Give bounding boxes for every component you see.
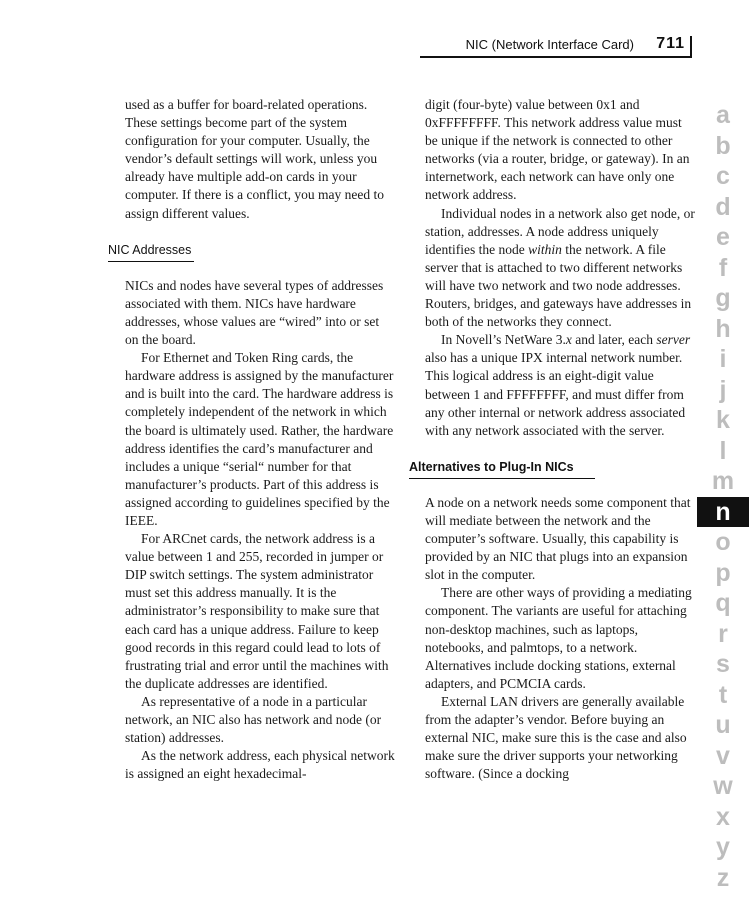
paragraph [425,205,695,332]
thumb-letter-y: y [716,833,730,861]
thumb-letter-e: e [716,223,730,251]
thumb-letter-x: x [716,802,730,831]
thumb-letter-w: w [713,772,733,800]
thumb-letter-h: h [715,314,731,343]
thumb-letter-b: b [715,131,731,160]
paragraph: For Ethernet and Token Ring cards, the hardware address is assigned by the manufacturer and is built into the card. The hardware address is completely independent of the network in which the board is ultimately used. Rather, the hardware address identifies the card’s manufacturer and includes a unique “serial“ number for that manufacturer’s products. Part of this address is assigned according to guidelines specified by the IEEE. [125,350,394,528]
thumb-letter-r: r [718,619,728,648]
text-run: In Novell’s NetWare 3. [441,332,566,348]
thumb-letter-k: k [716,406,730,434]
section-heading-nic-addresses: NIC Addresses [108,241,194,262]
text-run: also has a unique IPX internal network number. This logical address is an eight-digit value between 1 and FFFFFFFF, and must differ from any other internal or network address associated with any network associated with the server. [425,350,686,438]
thumb-letter-p: p [715,558,731,587]
thumb-letter-z: z [716,863,730,892]
thumb-letter-g: g [715,284,731,312]
paragraph: External LAN drivers are generally available from the adapter’s vendor. Before buying an external NIC, make sure this is the case and also make sure the driver supports your networking software. (Since a docking [425,693,687,782]
thumb-letter-q: q [715,589,731,617]
thumb-letter-f: f [718,253,728,282]
text-run: the network. A file server that is attached to two different networks will have two network and two node addresses. Routers, bridges, and gateways have addresses in both of the networks they connect. [425,241,692,330]
paragraph: As the network address, each physical network is assigned an eight hexadecimal- [125,748,395,782]
thumb-letter-s: s [716,650,730,678]
thumb-letter-v: v [716,741,730,770]
emphasis-x: x [565,332,572,348]
thumb-letter-o: o [715,528,731,556]
text-run: and later, each [571,332,657,348]
paragraph: digit (four-byte) value between 0x1 and 0xFFFFFFFF. This network address value must be unique if the network is connected to other networks (via a router, bridge, or gateway). In an internetwork, each network can have only one network address. [425,97,690,203]
text-run: Individual nodes in a network also get node, or station, addresses. A node address uniquely identifies the node [425,205,695,257]
paragraph [425,331,695,440]
running-header [420,36,692,58]
thumb-letter-c: c [716,162,730,190]
paragraph: A node on a network needs some component that will mediate between the network and the computer’s software. Usually, this capability is provided by an NIC that plugs into an expansion slot in the computer. [425,494,691,583]
thumb-letter-t: t [718,680,728,709]
thumb-letter-d: d [715,192,731,221]
paragraph: There are other ways of providing a mediating component. The variants are useful for attaching non-desktop machines, such as laptops, notebooks, and palmtops, to a network. Alternatives include docking stations, external adapters, and PCMCIA cards. [425,585,692,691]
paragraph: NICs and nodes have several types of addresses associated with them. NICs have hardware addresses, whose values are “wired” into or set on the board. [125,277,384,348]
alphabet-thumb-index [697,100,749,893]
thumb-letter-i: i [719,345,727,373]
thumb-letter-j: j [719,375,727,404]
page-number: 711 [656,35,685,52]
thumb-letter-u: u [715,711,731,739]
section-heading-alternatives: Alternatives to Plug-In NICs [409,458,595,479]
paragraph: For ARCnet cards, the network address is a value between 1 and 255, recorded in jumper or DIP switch settings. The system administrator must set this address manually. It is the administrator’s responsibility to make sure that each card has a unique address. Failure to keep good records in this regard could lead to lots of frustrating trial and error until the machines with the duplicate addresses are identified. [125,531,389,691]
running-header-title: NIC (Network Interface Card) [465,37,634,52]
thumb-letter-l: l [719,436,727,465]
thumb-letter-a: a [716,101,730,129]
left-column [108,96,395,783]
emphasis-server: server [656,332,691,348]
paragraph: As representative of a node in a particular network, an NIC also has network and node (or station) addresses. [125,693,382,746]
emphasis-within: within [528,241,562,257]
right-column [409,96,695,783]
thumb-letter-m: m [711,467,735,495]
thumb-letter-n: n [697,497,749,528]
paragraph: used as a buffer for board-related operations. These settings become part of the system configuration for your computer. Usually, the vendor’s default settings will work, unless you already have multiple add-on cards in your computer. If there is a conflict, you may need to assign different values. [125,97,385,221]
